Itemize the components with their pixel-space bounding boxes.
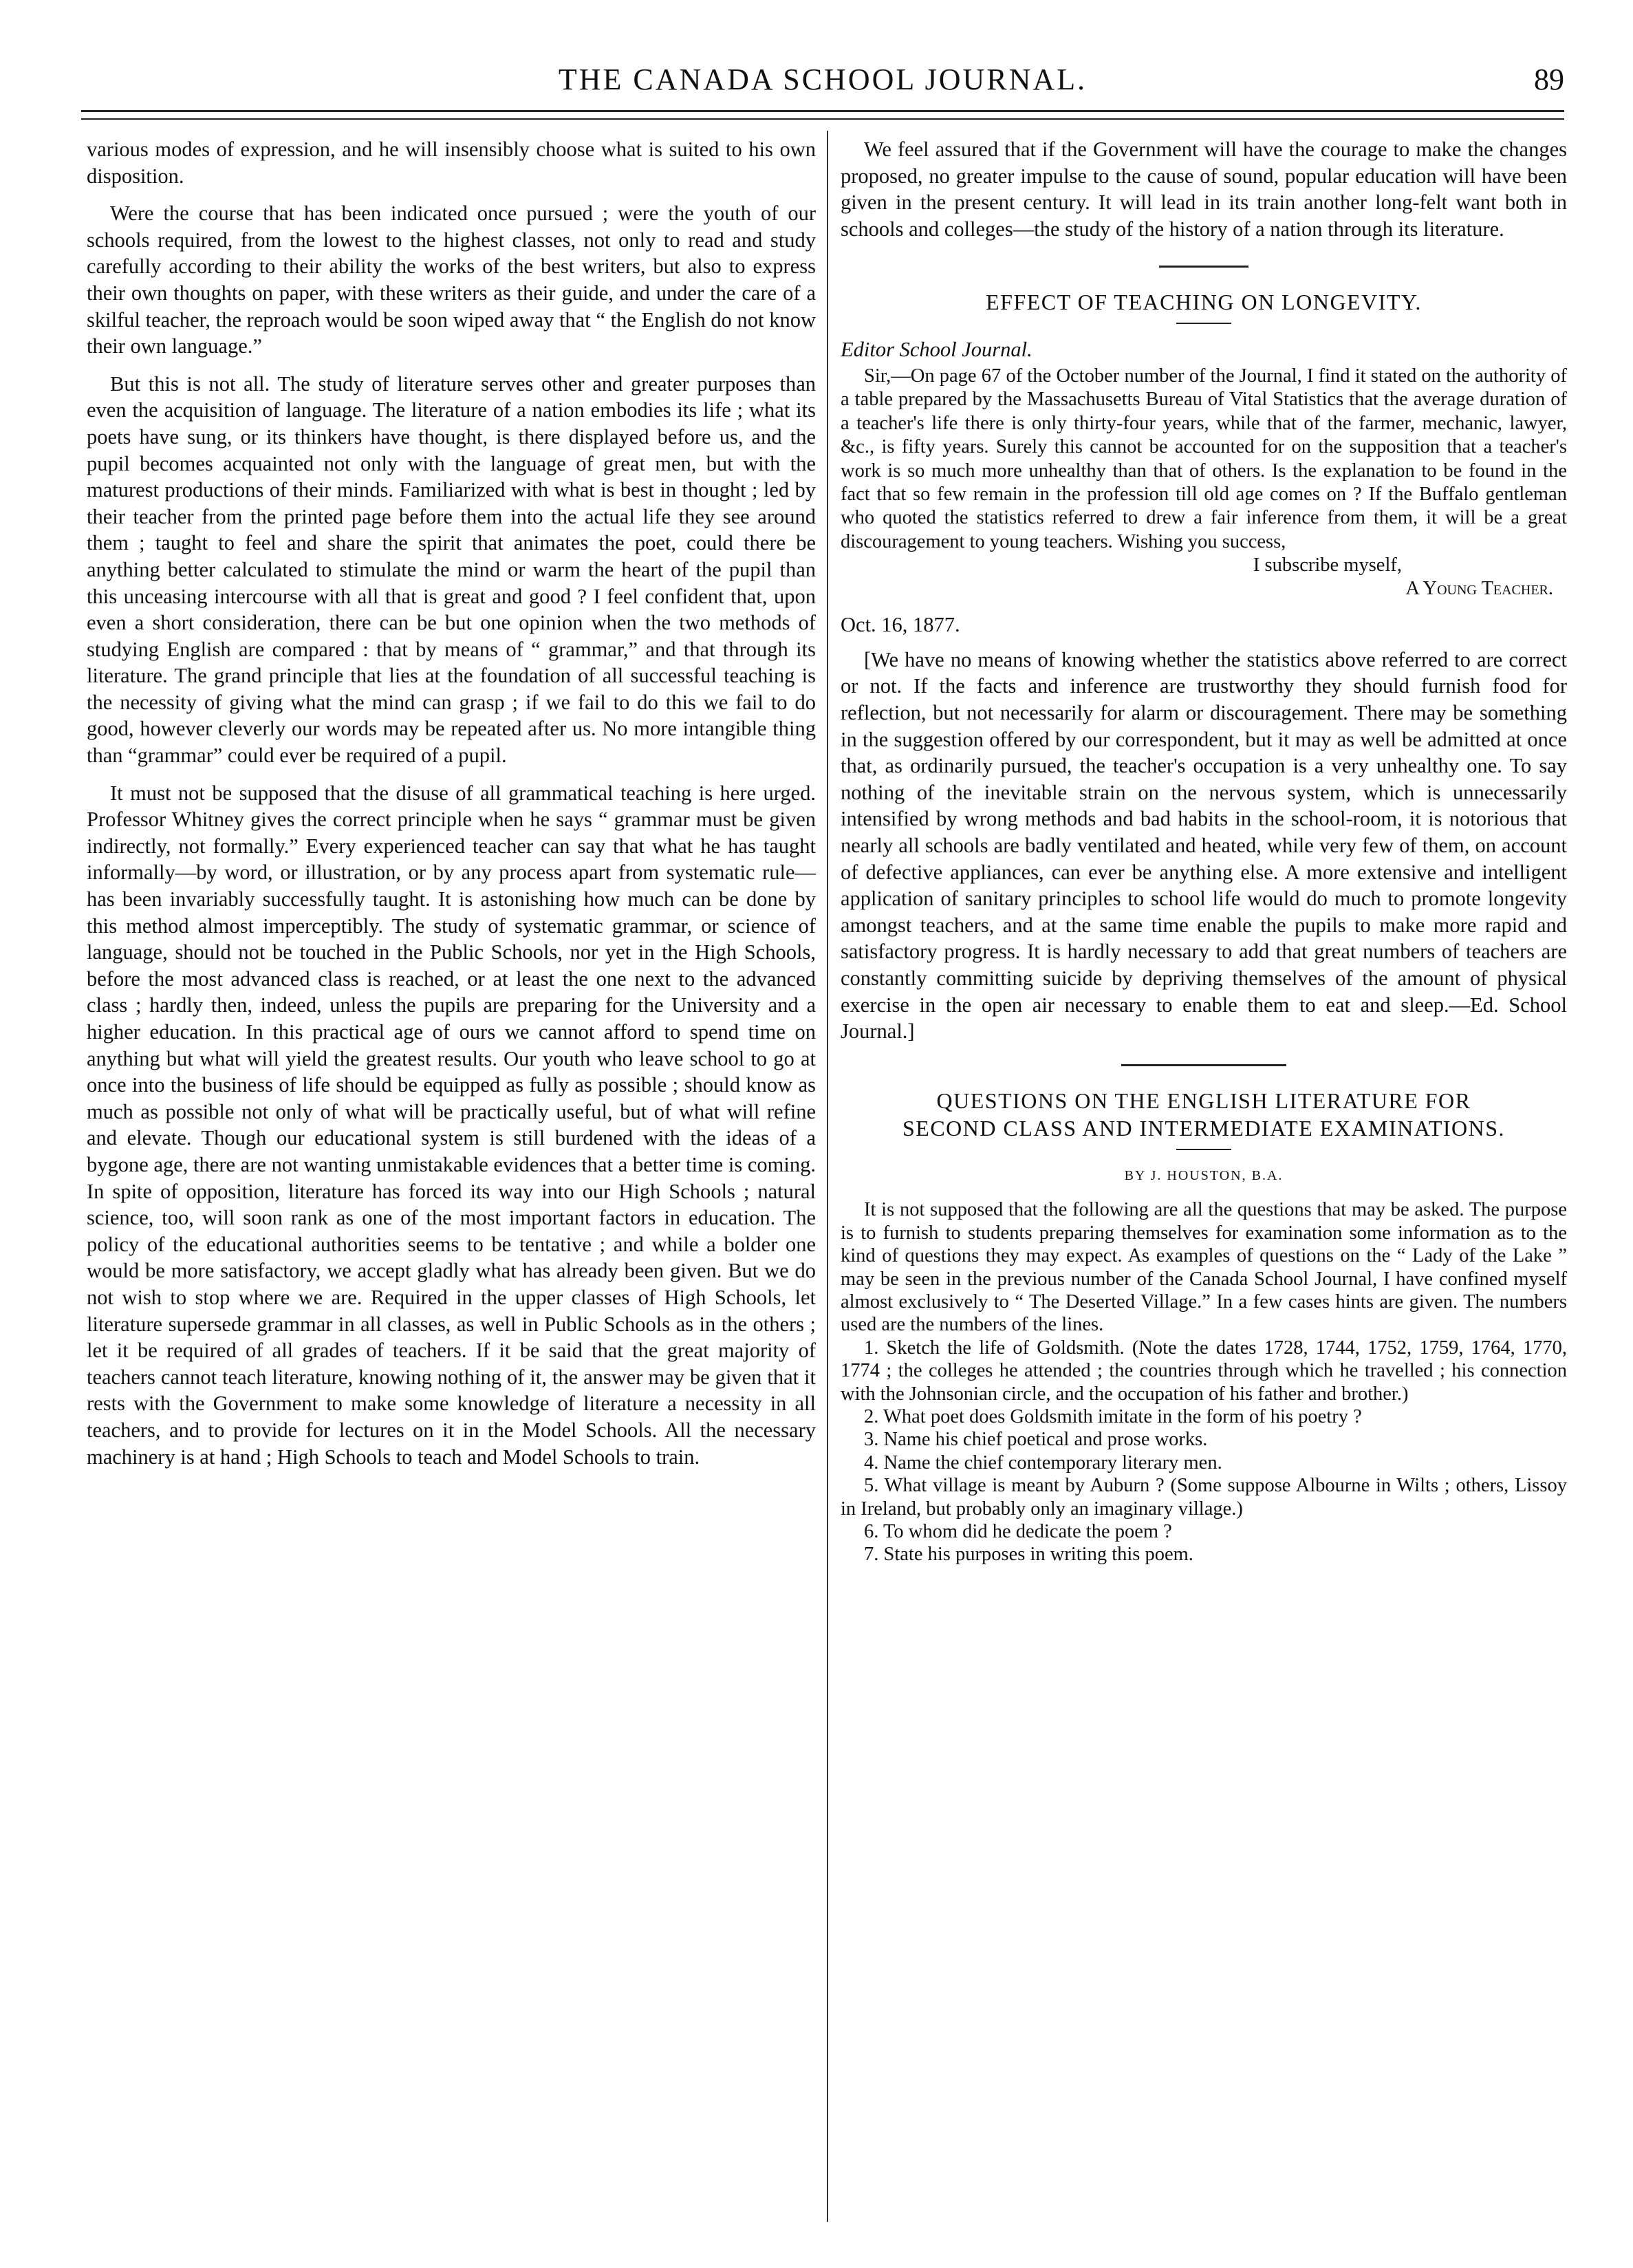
question-item: 2. What poet does Goldsmith imitate in the form of his poetry ? xyxy=(864,1405,1362,1427)
heading-underline xyxy=(1176,1149,1231,1150)
page-header xyxy=(81,61,1564,102)
question-item: 4. Name the chief contemporary literary men. xyxy=(864,1451,1222,1473)
letter-closing: I subscribe myself, xyxy=(1253,554,1402,576)
page-number: 89 xyxy=(1534,63,1564,96)
section-divider xyxy=(1121,1064,1286,1066)
left-paragraph: various modes of expression, and he will insensibly choose what is suited to his own disposition. xyxy=(87,138,816,188)
questions-heading-line1: QUESTIONS ON THE ENGLISH LITERATURE FOR xyxy=(936,1088,1471,1113)
letter-signature: A Young Teacher. xyxy=(1405,578,1553,600)
editor-reply: [We have no means of knowing whether the statistics above referred to are correct or not. If the facts and inference are trustworthy they should furnish food for reflection, but not necessarily for alarm or discouragement. There may be something in the suggestion offered by our correspondent, but it may as well be admitted at once that, as ordinarily pursued, the teacher's occupation is a very unhealthy one. To say nothing of the inevitable strain on the nervous system, which is unnecessarily intensified by wrong methods and bad habits in the school-room, it is notorious that nearly all schools are badly ventilated and heated, while very few of them, on account of defective appliances, can ever be anything else. A more extensive and intelligent application of sanitary principles to school life would do much to promote longevity amongst teachers, and at the same time enable the pupils to make more rapid and satisfactory progress. It is hardly necessary to add that great numbers of teachers are constantly committing suicide by depriving themselves of the amount of physical exercise in the open air necessary to enable them to eat and sleep.—Ed. School Journal.] xyxy=(841,647,1567,1044)
question-item: 1. Sketch the life of Goldsmith. (Note the dates 1728, 1744, 1752, 1759, 1764, 1770, 1774 ; the colleges he attended ; the countries through which he travelled ; his connection with the Johnsonian circle, and the occupation of his father and brother.) xyxy=(841,1337,1567,1405)
right-column xyxy=(841,136,1567,1566)
left-column xyxy=(87,136,816,1481)
column-divider xyxy=(827,131,828,2222)
byline: BY J. HOUSTON, B.A. xyxy=(1124,1167,1284,1183)
editor-line: Editor School Journal. xyxy=(841,338,1032,362)
left-paragraph: Were the course that has been indicated once pursued ; were the youth of our schools required, from the lowest to the highest classes, not only to read and study carefully according to their ability the works of the best writers, but also to express their own thoughts on paper, with these writers as their guide, and under the care of a skilful teacher, the reproach would be soon wiped away that “ the English do not know their own language.” xyxy=(87,202,816,358)
longevity-heading: EFFECT OF TEACHING ON LONGEVITY. xyxy=(986,290,1422,315)
question-item: 5. What village is meant by Auburn ? (Some suppose Albourne in Wilts ; others, Lissoy in Ireland, but probably only an imaginary village.) xyxy=(841,1475,1567,1520)
letter-body: Sir,—On page 67 of the October number of the Journal, I find it stated on the authority of a table prepared by the Massachusetts Bureau of Vital Statistics that the average duration of a teacher's life there is only thirty-four years, while that of the farmer, mechanic, lawyer, &c., is fifty years. Surely this cannot be accounted for on the supposition that a teacher's work is so much more unhealthy than that of others. Is the explanation to be found in the fact that so few remain in the profession till old age comes on ? If the Buffalo gentleman who quoted the statistics referred to drew a fair inference from them, it will be a great discouragement to young teachers. Wishing you success, xyxy=(841,365,1567,552)
header-rule-top xyxy=(81,110,1564,112)
section-divider xyxy=(1159,266,1248,268)
questions-intro: It is not supposed that the following are all the questions that may be asked. The purpose is to furnish to students preparing themselves for examination some information as to the kind of questions they may expect. As examples of questions on the “ Lady of the Lake ” may be seen in the previous number of the Canada School Journal, I have confined myself almost exclusively to “ The Deserted Village.” In a few cases hints are given. The numbers used are the numbers of the lines. xyxy=(841,1199,1567,1336)
question-item: 3. Name his chief poetical and prose works. xyxy=(864,1429,1208,1451)
letter xyxy=(841,365,1567,554)
questions-section xyxy=(841,1198,1567,1566)
question-item: 6. To whom did he dedicate the poem ? xyxy=(864,1521,1172,1542)
journal-title: THE CANADA SCHOOL JOURNAL. xyxy=(558,63,1088,96)
left-paragraph: But this is not all. The study of literature serves other and greater purposes than even the acquisition of language. The literature of a nation embodies its life ; what its poets have sung, or its thinkers have thought, is there displayed before us, and the pupil becomes acquainted not only with the language of great men, but with the maturest productions of their minds. Familiarized with what is best in thought ; led by their teacher from the printed page before them into the actual life they see around them ; taught to feel and share the spirit that animates the poet, could there be anything better calculated to stimulate the mind or warm the heart of the pupil than this unceasing intercourse with all that is great and good ? I feel confident that, upon even a short consideration, there can be but one opinion when the two methods of studying English are compared : that by means of “ grammar,” and that through its literature. The grand principle that lies at the foundation of all successful teaching is the necessity of giving what the mind can grasp ; if we fail to do this we fail to do good, however cleverly our words may be repeated after us. No more intangible thing than “grammar” could ever be required of a pupil. xyxy=(87,371,816,768)
heading-underline xyxy=(1176,323,1231,324)
intro-paragraph: We feel assured that if the Government will have the courage to make the changes proposed, no greater impulse to the cause of sound, popular education will have been given in the present century. It will lead in its train another long-felt want both in schools and colleges—the study of the history of a nation through its literature. xyxy=(841,138,1567,241)
left-paragraph: It must not be supposed that the disuse of all grammatical teaching is here urged. Professor Whitney gives the correct principle when he says “ grammar must be given indirectly, not formally.” Every experienced teacher can say that what he has taught informally—by word, or illustration, or by any process apart from systematic rule—has been invariably successfully taught. It is astonishing how much can be done by this method almost imperceptibly. The study of systematic grammar, or science of language, should not be touched in the Public Schools, nor yet in the High Schools, before the most advanced class is reached, or at least the one next to the advanced class ; hardly then, indeed, unless the pupils are preparing for the University and a higher education. In this practical age of ours we cannot afford to spend time on anything but what will yield the greatest results. Our youth who leave school to go at once into the business of life should be equipped as fully as possible ; should know as much as possible not only of what will be practically useful, but of what will refine and elevate. Though our educational system is still burdened with the ideas of a bygone age, there are not wanting unmistakable evidences that a better time is coming. In spite of opposition, literature has forced its way into our High Schools ; natural science, too, will soon rank as one of the most important factors in education. The policy of the educational authorities seems to be tentative ; and while a bolder one would be more satisfactory, we accept gladly what has already been given. But we do not wish to stop where we are. Required in the upper classes of High Schools, let literature supersede grammar in all classes, as well in Public Schools as in the others ; let it be required of all grades of teachers. If it be said that the great majority of teachers cannot teach literature, knowing nothing of it, the answer may be given that it rests with the Government to make some knowledge of literature a necessity in all teachers, and to provide for lectures on it in the Model Schools. All the necessary machinery is at hand ; High Schools to teach and Model Schools to train. xyxy=(87,781,816,1469)
questions-heading-line2: SECOND CLASS AND INTERMEDIATE EXAMINATIONS. xyxy=(902,1115,1506,1141)
header-rule-bottom xyxy=(81,118,1564,120)
question-item: 7. State his purposes in writing this poem. xyxy=(864,1544,1193,1566)
letter-date: Oct. 16, 1877. xyxy=(841,613,960,637)
